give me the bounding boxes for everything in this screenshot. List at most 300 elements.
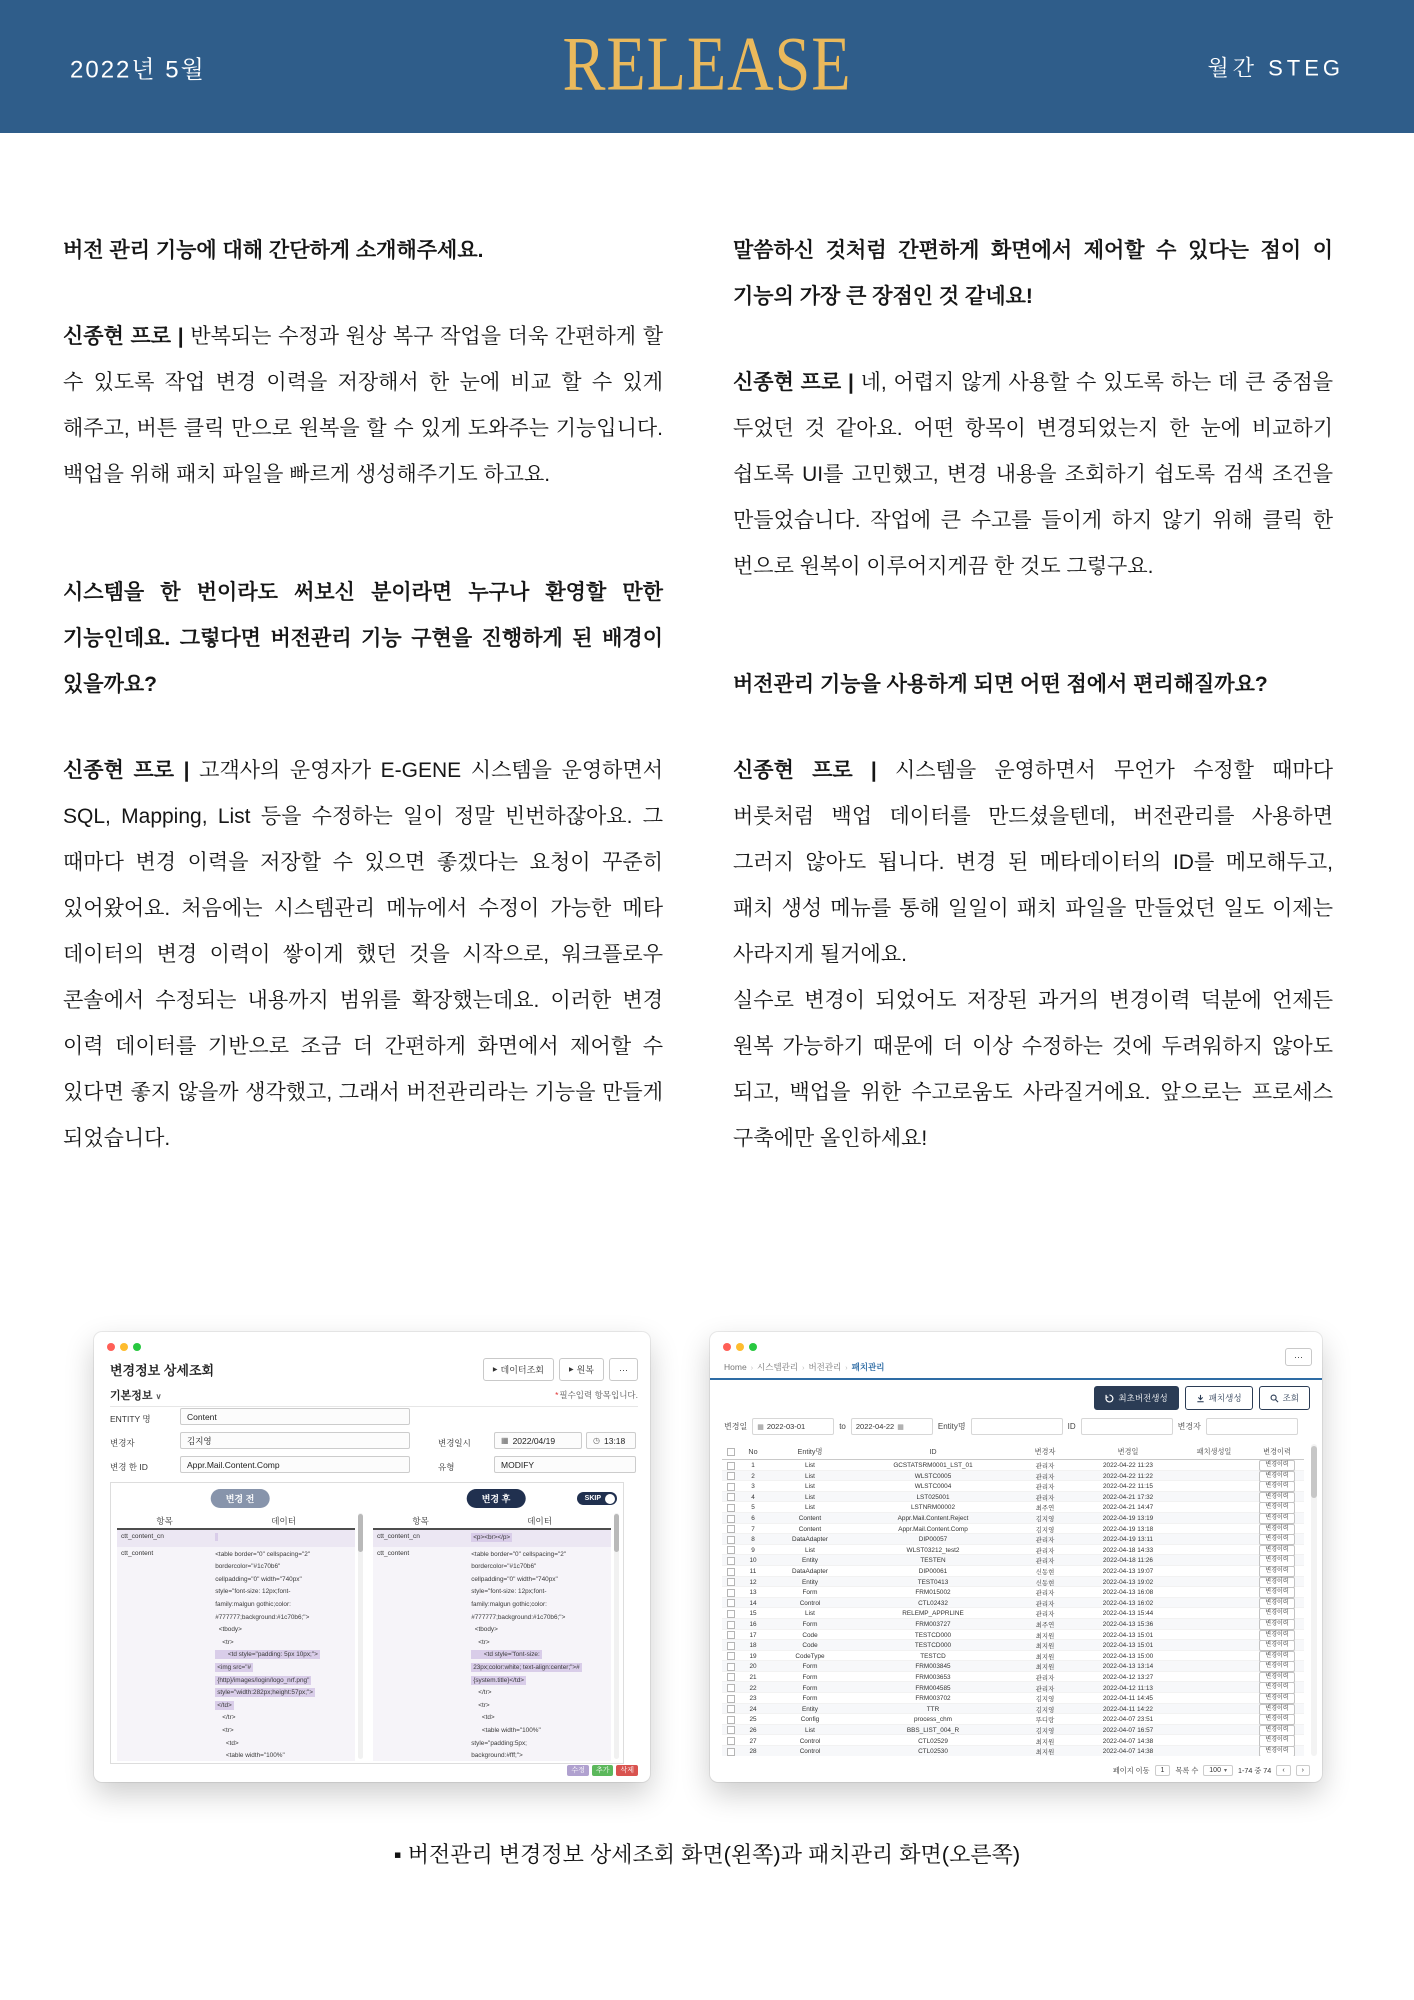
table-cell: 관리자 — [1035, 1537, 1055, 1545]
breadcrumb-item[interactable]: 패치관리 — [851, 1362, 885, 1372]
row-checkbox[interactable] — [727, 1462, 735, 1470]
table-cell: 9 — [751, 1546, 755, 1554]
basic-info-section-toggle[interactable] — [110, 1387, 161, 1403]
patch-table-header — [722, 1444, 1304, 1460]
diff-table-header — [373, 1513, 611, 1530]
table-row — [722, 1524, 1304, 1535]
table-cell: 2022-04-07 16:57 — [1102, 1726, 1154, 1734]
table-row — [722, 1714, 1304, 1725]
table-cell: 김지영 — [1035, 1516, 1055, 1524]
table-cell: Code — [802, 1642, 818, 1650]
zoom-window-icon[interactable] — [749, 1343, 757, 1351]
table-cell: 4 — [751, 1493, 755, 1501]
table-cell: 2022-04-22 11:23 — [1103, 1462, 1153, 1470]
interview-question: 버전 관리 기능에 대해 간단하게 소개해주세요. — [63, 239, 484, 262]
patch-toolbar — [1094, 1386, 1310, 1410]
row-checkbox[interactable] — [727, 1568, 735, 1576]
interview-question: 버전관리 기능을 사용하게 되면 어떤 점에서 편리해질까요? — [733, 673, 1268, 696]
table-cell: 최주연 — [1035, 1622, 1055, 1629]
more-options-button[interactable] — [609, 1358, 638, 1381]
row-checkbox[interactable] — [727, 1578, 735, 1586]
row-range-label: 1-74 중 74 — [1237, 1765, 1272, 1775]
table-cell: 2022-04-07 23:51 — [1102, 1716, 1154, 1724]
search-label: 조회 — [1282, 1393, 1299, 1403]
create-patch-button[interactable] — [1185, 1386, 1253, 1410]
pagination — [1113, 1765, 1310, 1776]
table-cell: Form — [802, 1589, 818, 1597]
table-cell: 관리자 — [1035, 1685, 1055, 1693]
table-cell: 2022-04-13 19:02 — [1102, 1578, 1154, 1586]
create-initial-version-button[interactable] — [1094, 1386, 1178, 1410]
article-column-right — [733, 228, 1333, 1162]
row-checkbox[interactable] — [727, 1652, 735, 1660]
table-cell: 2022-04-13 15:44 — [1102, 1610, 1154, 1618]
scrollbar[interactable] — [358, 1513, 363, 1759]
table-cell: 3 — [751, 1483, 755, 1491]
table-cell: Control — [799, 1737, 821, 1745]
change-history-button[interactable]: 변경이력 — [1259, 1577, 1294, 1588]
date-range-to-label: to — [839, 1422, 846, 1431]
column-header: 패치생성일 — [1196, 1446, 1232, 1456]
table-cell: RELEMP_APPRLINE — [902, 1610, 964, 1618]
legend-badge: 삭제 — [616, 1765, 638, 1776]
window-controls — [107, 1343, 141, 1351]
table-cell: FRM004585 — [915, 1684, 951, 1692]
table-row — [722, 1555, 1304, 1566]
change-history-button[interactable]: 변경이력 — [1259, 1566, 1294, 1577]
change-history-button[interactable]: 변경이력 — [1259, 1608, 1294, 1619]
breadcrumb-separator-icon: › — [802, 1365, 805, 1372]
table-cell: FRM015002 — [915, 1589, 951, 1597]
row-checkbox[interactable] — [727, 1631, 735, 1639]
row-checkbox[interactable] — [727, 1610, 735, 1618]
table-cell: BBS_LIST_004_R — [906, 1726, 960, 1734]
page-number-input[interactable]: 1 — [1155, 1765, 1171, 1776]
table-cell: CodeType — [795, 1652, 825, 1660]
change-history-button[interactable]: 변경이력 — [1259, 1534, 1294, 1545]
diff-field-name: ctt_content_cn — [377, 1533, 420, 1540]
table-cell: 10 — [749, 1557, 757, 1565]
table-cell: 관리자 — [1035, 1674, 1055, 1682]
change-history-button[interactable]: 변경이력 — [1259, 1661, 1294, 1672]
table-cell: FRM003845 — [915, 1663, 951, 1671]
breadcrumb-bar — [710, 1352, 1322, 1380]
table-cell: FRM003727 — [915, 1621, 951, 1628]
window-controls — [723, 1343, 757, 1351]
table-row — [722, 1682, 1304, 1693]
table-cell: 2 — [751, 1472, 755, 1480]
table-row — [722, 1746, 1304, 1756]
next-page-button[interactable]: › — [1296, 1765, 1310, 1776]
patch-table-body — [722, 1460, 1304, 1756]
table-row — [722, 1672, 1304, 1683]
table-cell: TEST0413 — [917, 1578, 949, 1586]
table-row — [722, 1608, 1304, 1619]
table-row — [722, 1566, 1304, 1577]
table-cell: List — [805, 1726, 815, 1734]
row-checkbox[interactable] — [727, 1716, 735, 1724]
table-cell: 2022-04-13 13:14 — [1102, 1663, 1154, 1671]
table-cell: Content — [798, 1525, 822, 1533]
table-cell: 2022-04-11 14:45 — [1103, 1695, 1153, 1703]
table-cell: 15 — [749, 1610, 757, 1618]
table-cell: 최주연 — [1035, 1505, 1055, 1513]
editor-filter-input[interactable] — [1206, 1418, 1298, 1435]
chevron-down-icon: ▾ — [1223, 1768, 1227, 1774]
change-history-button[interactable]: 변경이력 — [1259, 1682, 1294, 1693]
close-window-icon[interactable] — [723, 1343, 731, 1351]
change-history-button[interactable]: 변경이력 — [1259, 1555, 1294, 1566]
column-header: ID — [929, 1447, 937, 1456]
table-cell: LSTNRM00002 — [910, 1504, 956, 1512]
change-history-button[interactable]: 변경이력 — [1259, 1746, 1294, 1756]
id-filter-label: ID — [1067, 1422, 1076, 1431]
table-cell: 관리자 — [1035, 1494, 1055, 1502]
id-filter-input[interactable] — [1081, 1418, 1173, 1435]
table-row — [722, 1513, 1304, 1524]
table-row — [722, 1651, 1304, 1662]
diff-field-name: ctt_content — [377, 1549, 410, 1557]
table-cell: 신동현 — [1035, 1579, 1055, 1587]
search-filter-bar — [724, 1418, 1310, 1435]
table-cell: WLST03212_test2 — [906, 1546, 960, 1554]
change-detail-window — [94, 1332, 650, 1782]
table-cell: 관리자 — [1035, 1547, 1055, 1555]
change-history-button[interactable]: 변경이력 — [1259, 1714, 1294, 1725]
diff-row — [117, 1547, 355, 1761]
changed-id-label: 변경 한 ID — [110, 1462, 148, 1472]
table-cell: 2022-04-12 13:27 — [1102, 1673, 1154, 1681]
table-cell: 11 — [749, 1568, 757, 1576]
diff-field-data: <table border="0" cellspacing="2" bordercolor="#1c70b6" cellpadding="0" width="740px" style="font-size: 12px;font- family:malgun gothic;color: #777777;background:#1c70b6;"> <tbody> <tr> <td style="font-size: 23px;color:white; text-align:center;"># {system.title}</td> </tr> <tr> <td> <table width="100%" style="padding:5px; background:#fff;"> — [471, 1550, 580, 1760]
table-cell: List — [805, 1483, 815, 1491]
row-checkbox[interactable] — [727, 1483, 735, 1491]
table-cell: 2022-04-19 13:11 — [1103, 1536, 1153, 1544]
table-cell: DIP00057 — [918, 1536, 948, 1544]
row-checkbox[interactable] — [727, 1642, 735, 1650]
table-row — [722, 1545, 1304, 1556]
minimize-window-icon[interactable] — [120, 1343, 128, 1351]
table-cell: TESTEN — [920, 1557, 946, 1565]
table-cell: 2022-04-13 15:01 — [1102, 1642, 1154, 1650]
table-cell: 최지원 — [1035, 1643, 1055, 1651]
table-row — [722, 1693, 1304, 1704]
table-cell: 최지원 — [1035, 1632, 1055, 1640]
row-checkbox[interactable] — [727, 1504, 735, 1512]
breadcrumb-item[interactable]: 시스템관리 — [757, 1362, 799, 1372]
row-checkbox[interactable] — [727, 1536, 735, 1544]
change-date-input[interactable]: ▦ 2022/04/19 — [494, 1432, 582, 1449]
diff-field-data: <p><br></p> — [473, 1534, 511, 1541]
interview-question: 말씀하신 것처럼 간편하게 화면에서 제어할 수 있다는 점이 이 기능의 가장 큰 장점인 것 같네요! — [733, 239, 1333, 308]
table-cell: WLSTC0005 — [914, 1472, 952, 1480]
table-row — [722, 1630, 1304, 1641]
table-row — [722, 1640, 1304, 1651]
table-cell: 2022-04-21 14:47 — [1102, 1504, 1154, 1512]
table-cell: 최지원 — [1035, 1749, 1055, 1756]
table-cell: 2022-04-18 14:33 — [1102, 1546, 1154, 1554]
table-cell: CTL02529 — [918, 1737, 948, 1745]
table-cell: List — [805, 1504, 815, 1512]
clock-icon: ◷ — [593, 1436, 600, 1445]
breadcrumb-separator-icon: › — [845, 1365, 848, 1372]
speaker-name: 신종현 프로 | — [733, 371, 861, 394]
table-cell: 19 — [749, 1652, 757, 1660]
change-history-button[interactable]: 변경이력 — [1259, 1735, 1294, 1746]
patch-table — [722, 1444, 1304, 1756]
table-cell: List — [805, 1546, 815, 1554]
change-history-button[interactable]: 변경이력 — [1259, 1640, 1294, 1651]
editor-filter-label: 변경자 — [1177, 1422, 1201, 1431]
issue-date: 2022년 5월 — [70, 56, 206, 83]
zoom-window-icon[interactable] — [133, 1343, 141, 1351]
diff-before-pane — [117, 1483, 363, 1763]
table-cell: Form — [802, 1663, 818, 1671]
table-cell: 2022-04-18 11:26 — [1103, 1557, 1153, 1565]
table-cell: Entity — [802, 1557, 818, 1565]
row-checkbox[interactable] — [727, 1705, 735, 1713]
table-cell: 김지영 — [1035, 1526, 1055, 1534]
date-to-input[interactable]: 2022-04-22 ▦ — [851, 1418, 933, 1435]
table-cell: TESTCD000 — [914, 1631, 952, 1639]
change-history-button[interactable]: 변경이력 — [1259, 1513, 1294, 1524]
table-cell: 2022-04-13 19:07 — [1102, 1568, 1154, 1576]
table-row — [722, 1471, 1304, 1482]
row-checkbox[interactable] — [727, 1525, 735, 1533]
magazine-title: RELEASE — [562, 22, 852, 107]
prev-page-button[interactable]: ‹ — [1276, 1765, 1290, 1776]
article-column-left — [63, 228, 663, 1162]
table-cell: 관리자 — [1035, 1590, 1055, 1598]
scrollbar[interactable] — [1311, 1444, 1317, 1756]
table-row — [722, 1704, 1304, 1715]
page-size-select[interactable]: 100 ▾ — [1203, 1765, 1233, 1776]
table-cell: 8 — [751, 1536, 755, 1544]
table-cell: 2022-04-22 11:22 — [1103, 1472, 1153, 1480]
table-cell: GCSTATSRM0001_LST_01 — [893, 1462, 973, 1470]
scrollbar[interactable] — [614, 1513, 619, 1759]
editor-input[interactable]: 김지영 — [180, 1432, 410, 1449]
table-cell: List — [805, 1610, 815, 1618]
table-row — [722, 1661, 1304, 1672]
row-checkbox[interactable] — [727, 1673, 735, 1681]
row-checkbox[interactable] — [727, 1621, 735, 1629]
download-icon — [1196, 1394, 1205, 1403]
change-history-button[interactable]: 변경이력 — [1259, 1693, 1294, 1704]
row-checkbox[interactable] — [727, 1663, 735, 1671]
change-history-button[interactable]: 변경이력 — [1259, 1630, 1294, 1641]
restore-button[interactable] — [559, 1358, 604, 1381]
speaker-name: 신종현 프로 | — [733, 759, 895, 782]
table-cell: 22 — [749, 1684, 757, 1692]
calendar-icon: ▦ — [897, 1423, 904, 1431]
minimize-window-icon[interactable] — [736, 1343, 744, 1351]
table-cell: 2022-04-13 15:00 — [1102, 1652, 1154, 1660]
calendar-icon: ▦ — [501, 1436, 509, 1445]
table-row — [722, 1502, 1304, 1513]
column-header: 변경이력 — [1263, 1446, 1291, 1456]
table-row — [722, 1735, 1304, 1746]
more-options-button[interactable]: ··· — [1285, 1348, 1312, 1366]
table-row — [722, 1460, 1304, 1471]
table-cell: Appr.Mail.Content.Reject — [897, 1515, 969, 1523]
change-history-button[interactable]: 변경이력 — [1259, 1545, 1294, 1556]
diff-legend — [567, 1765, 638, 1776]
legend-badge: 수정 — [567, 1765, 589, 1776]
change-history-button[interactable]: 변경이력 — [1259, 1492, 1294, 1503]
table-cell: 2022-04-19 13:18 — [1102, 1525, 1154, 1533]
row-checkbox[interactable] — [727, 1546, 735, 1554]
table-cell: FRM003702 — [915, 1695, 951, 1703]
close-window-icon[interactable] — [107, 1343, 115, 1351]
table-cell: 20 — [749, 1663, 757, 1671]
table-row — [722, 1587, 1304, 1598]
change-datetime-label: 변경일시 — [438, 1438, 471, 1448]
table-cell: 2022-04-22 11:15 — [1103, 1483, 1153, 1491]
change-history-button[interactable]: 변경이력 — [1259, 1502, 1294, 1513]
row-checkbox[interactable] — [727, 1515, 735, 1523]
table-cell: 관리자 — [1035, 1600, 1055, 1608]
table-cell: TTR — [926, 1705, 940, 1713]
table-cell: Code — [802, 1631, 818, 1639]
type-input[interactable]: MODIFY — [494, 1456, 636, 1473]
entity-filter-input[interactable] — [971, 1418, 1063, 1435]
change-history-button[interactable]: 변경이력 — [1259, 1587, 1294, 1598]
row-checkbox[interactable] — [727, 1748, 735, 1756]
chevron-down-icon: ∨ — [155, 1392, 162, 1401]
diff-before-body — [117, 1530, 355, 1761]
table-cell: 1 — [751, 1462, 755, 1470]
row-checkbox[interactable] — [727, 1472, 735, 1480]
column-header: 변경자 — [1034, 1446, 1056, 1456]
table-cell: 2022-04-13 16:02 — [1102, 1599, 1154, 1607]
speaker-name: 신종현 프로 | — [63, 759, 200, 782]
change-history-button[interactable]: 변경이력 — [1259, 1598, 1294, 1609]
table-cell: 5 — [751, 1504, 755, 1512]
data-query-button[interactable] — [483, 1358, 554, 1381]
data-query-label: 데이터조회 — [500, 1365, 544, 1375]
legend-badge: 추가 — [592, 1765, 614, 1776]
table-cell: Entity — [802, 1705, 818, 1713]
table-cell: 관리자 — [1035, 1558, 1055, 1566]
detail-window-title: 변경정보 상세조회 — [110, 1363, 215, 1378]
play-icon: ▶ — [568, 1366, 574, 1373]
select-all-checkbox[interactable] — [727, 1448, 735, 1456]
entity-name-label: ENTITY 명 — [110, 1414, 151, 1424]
breadcrumb-item[interactable]: 버전관리 — [808, 1362, 842, 1372]
change-history-button[interactable]: 변경이력 — [1259, 1704, 1294, 1715]
column-header: Entity명 — [797, 1446, 823, 1456]
row-checkbox[interactable] — [727, 1695, 735, 1703]
breadcrumb-item[interactable]: Home — [724, 1362, 747, 1372]
change-time-input[interactable]: ◷ 13:18 — [586, 1432, 636, 1449]
table-cell: 김지영 — [1035, 1706, 1055, 1714]
table-cell: 28 — [749, 1748, 757, 1756]
table-row — [722, 1481, 1304, 1492]
changed-id-input[interactable]: Appr.Mail.Content.Comp — [180, 1456, 410, 1473]
change-history-button[interactable]: 변경이력 — [1259, 1460, 1294, 1471]
skip-toggle[interactable]: SKIP — [577, 1492, 617, 1505]
diff-field-data — [212, 1530, 355, 1547]
search-icon — [1270, 1394, 1279, 1403]
table-cell: 26 — [749, 1726, 757, 1734]
table-cell: 최지원 — [1035, 1664, 1055, 1672]
table-cell: 12 — [749, 1578, 757, 1586]
table-cell: Form — [802, 1673, 818, 1681]
before-pill: 변경 전 — [211, 1489, 270, 1508]
row-checkbox[interactable] — [727, 1493, 735, 1501]
table-row — [722, 1577, 1304, 1588]
table-cell: 2022-04-13 15:01 — [1102, 1631, 1154, 1639]
table-cell: DataAdapter — [792, 1568, 828, 1576]
table-cell: 2022-04-13 16:08 — [1102, 1589, 1154, 1597]
date-from-input[interactable]: ▦ 2022-03-01 — [752, 1418, 834, 1435]
interview-answer: 신종현 프로 | 시스템을 운영하면서 무언가 수정할 때마다 버릇처럼 백업 데이터를 만드셨을텐데, 버전관리를 사용하면 그러지 않아도 됩니다. 변경 된 메타데이터의 ID를 메모해두고, 패치 생성 메뉴를 통해 일일이 패치 파일을 만들었던 일도 이제는 사라지게 될거에요. 실수로 변경이 되었어도 저장된 과거의 변경이력 덕분에 언제든 원복 가능하기 때문에 더 이상 수정하는 것에 두려워하지 않아도 되고, 백업을 위한 수고로움도 사라질거에요. 앞으로는 프로세스 구축에만 올인하세요! — [733, 759, 1333, 1150]
patch-management-window — [710, 1332, 1322, 1782]
row-checkbox[interactable] — [727, 1599, 735, 1607]
table-cell: 관리자 — [1035, 1473, 1055, 1481]
interview-answer: 신종현 프로 | 네, 어렵지 않게 사용할 수 있도록 하는 데 큰 중점을 두었던 것 같아요. 어떤 항목이 변경되었는지 한 눈에 비교하기 쉽도록 UI를 고민했고, 변경 내용을 조회하기 쉽도록 검색 조건을 만들었습니다. 작업에 큰 수고를 들이게 하지 않기 위해 클릭 한 번으로 원복이 이루어지게끔 한 것도 그렇구요. — [733, 371, 1333, 578]
entity-name-input[interactable]: Content — [180, 1408, 410, 1425]
basic-info-section-header — [110, 1384, 638, 1407]
data-column-header: 데이터 — [271, 1515, 296, 1526]
data-column-header: 데이터 — [527, 1515, 552, 1526]
table-cell: 김지영 — [1035, 1727, 1055, 1735]
play-icon: ▶ — [492, 1366, 498, 1373]
diff-compare-panel — [110, 1482, 624, 1764]
diff-after-pane — [373, 1483, 619, 1763]
table-cell: 뚜디랑 — [1035, 1717, 1055, 1725]
row-checkbox[interactable] — [727, 1589, 735, 1597]
table-cell: Control — [799, 1748, 821, 1756]
row-checkbox[interactable] — [727, 1726, 735, 1734]
change-history-button[interactable]: 변경이력 — [1259, 1524, 1294, 1535]
table-cell: 6 — [751, 1515, 755, 1523]
table-cell: 2022-04-07 14:38 — [1102, 1737, 1154, 1745]
field-column-header: 항목 — [412, 1515, 429, 1526]
row-checkbox[interactable] — [727, 1737, 735, 1745]
table-cell: 25 — [749, 1716, 757, 1724]
interview-answer: 신종현 프로 | 고객사의 운영자가 E-GENE 시스템을 운영하면서 SQL, Mapping, List 등을 수정하는 일이 정말 빈번하잖아요. 그 때마다 변경 이력을 저장할 수 있으면 좋겠다는 요청이 꾸준히 있어왔어요. 처음에는 시스템관리 메뉴에서 수정이 가능한 메타 데이터의 변경 이력이 쌓이게 했던 것을 시작으로, 워크플로우 콘솔에서 수정되는 내용까지 범위를 확장했는데요. 이러한 변경 이력 데이터를 기반으로 조금 더 간편하게 화면에서 제어할 수 있다면 좋지 않을까 생각했고, 그래서 버전관리라는 기능을 만들게 되었습니다. — [63, 759, 663, 1150]
change-history-button[interactable]: 변경이력 — [1259, 1725, 1294, 1736]
table-cell: CTL02432 — [918, 1599, 948, 1607]
breadcrumb — [724, 1361, 885, 1373]
table-cell: 2022-04-11 14:22 — [1103, 1705, 1153, 1713]
table-cell: Control — [799, 1599, 821, 1607]
diff-field-name: ctt_content_cn — [121, 1533, 164, 1540]
figure-caption: ▪ 버전관리 변경정보 상세조회 화면(왼쪽)과 패치관리 화면(오른쪽) — [393, 1842, 1021, 1867]
row-checkbox[interactable] — [727, 1557, 735, 1565]
table-cell: 21 — [749, 1673, 757, 1681]
table-cell: 김지영 — [1035, 1696, 1055, 1704]
table-cell: List — [805, 1462, 815, 1470]
change-history-button[interactable]: 변경이력 — [1259, 1651, 1294, 1662]
table-cell: Entity — [802, 1578, 818, 1586]
ellipsis-icon: ··· — [619, 1364, 628, 1375]
search-button[interactable] — [1259, 1386, 1310, 1410]
table-cell: 14 — [749, 1599, 757, 1607]
change-history-button[interactable]: 변경이력 — [1259, 1672, 1294, 1683]
change-history-button[interactable]: 변경이력 — [1259, 1619, 1294, 1630]
field-column-header: 항목 — [156, 1515, 173, 1526]
table-cell: 23 — [749, 1695, 757, 1703]
speaker-name: 신종현 프로 | — [63, 325, 191, 348]
create-patch-label: 패치생성 — [1208, 1393, 1242, 1403]
table-row — [722, 1534, 1304, 1545]
change-history-button[interactable]: 변경이력 — [1259, 1481, 1294, 1492]
change-history-button[interactable]: 변경이력 — [1259, 1471, 1294, 1482]
row-checkbox[interactable] — [727, 1684, 735, 1692]
